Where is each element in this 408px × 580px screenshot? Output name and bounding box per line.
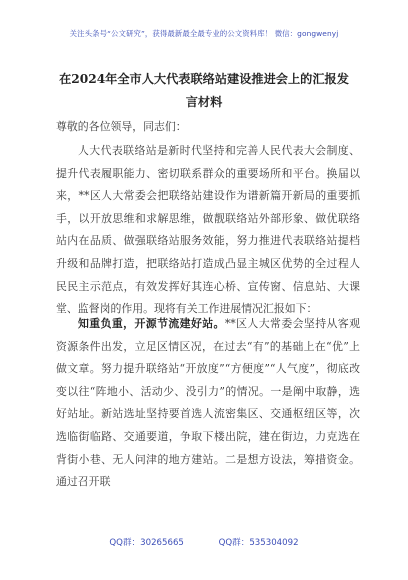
promo-banner: 关注头条号“公文研究”，获得最新最全最专业的公文资料库！ 微信：gongwenyj — [69, 29, 339, 38]
paragraph-section-1 — [56, 313, 360, 494]
footer-contacts — [0, 536, 408, 548]
salutation: 尊敬的各位领导，同志们： — [56, 120, 187, 133]
section-1-heading: 知重负重，开源节流建好站。 — [78, 317, 225, 330]
document-title: 在2024年全市人大代表联络站建设推进会上的汇报发言材料 — [59, 72, 349, 109]
qq-group-2: QQ群：535304092 — [218, 538, 299, 548]
qq-group-1: QQ群：30265665 — [109, 538, 184, 548]
section-1-body: **区人大常委会坚持从客观资源条件出发，立足区情区况，在过去“有”的基础上在“优”上做文章。努力提升联络站“开放度”“方便度”“人气度”，彻底改变以往“阵地小、活动少、没引力”的情况。一是阐中取静，选好站址。新站选址坚持要首选人流密集区、交通枢纽区等，次选临街临路、交通要道，争取下楼出院，建在街边，力克选在背街小巷、无人问津的地方建站。二是想方设法，筹措资金。通过召开联 — [56, 317, 360, 489]
paragraph-intro: 人大代表联络站是新时代坚持和完善人民代表大会制度、提升代表履职能力、密切联系群众的重要场所和平台。换届以来，**区人大常委会把联络站建设作为谱新篇开新局的重要抓手，以开放思维和求解思维，做靓联络站外部形象、做优联络站内在品质、做强联络站服务效能，努力推进代表联络站提档升级和品牌打造，把联络站打造成凸显主城区优势的全过程人民民主示范点，有效发挥好其连心桥、宣传窗、信息站、大课堂、监督岗的作用。现将有关工作进展情况汇报如下： — [56, 144, 360, 316]
